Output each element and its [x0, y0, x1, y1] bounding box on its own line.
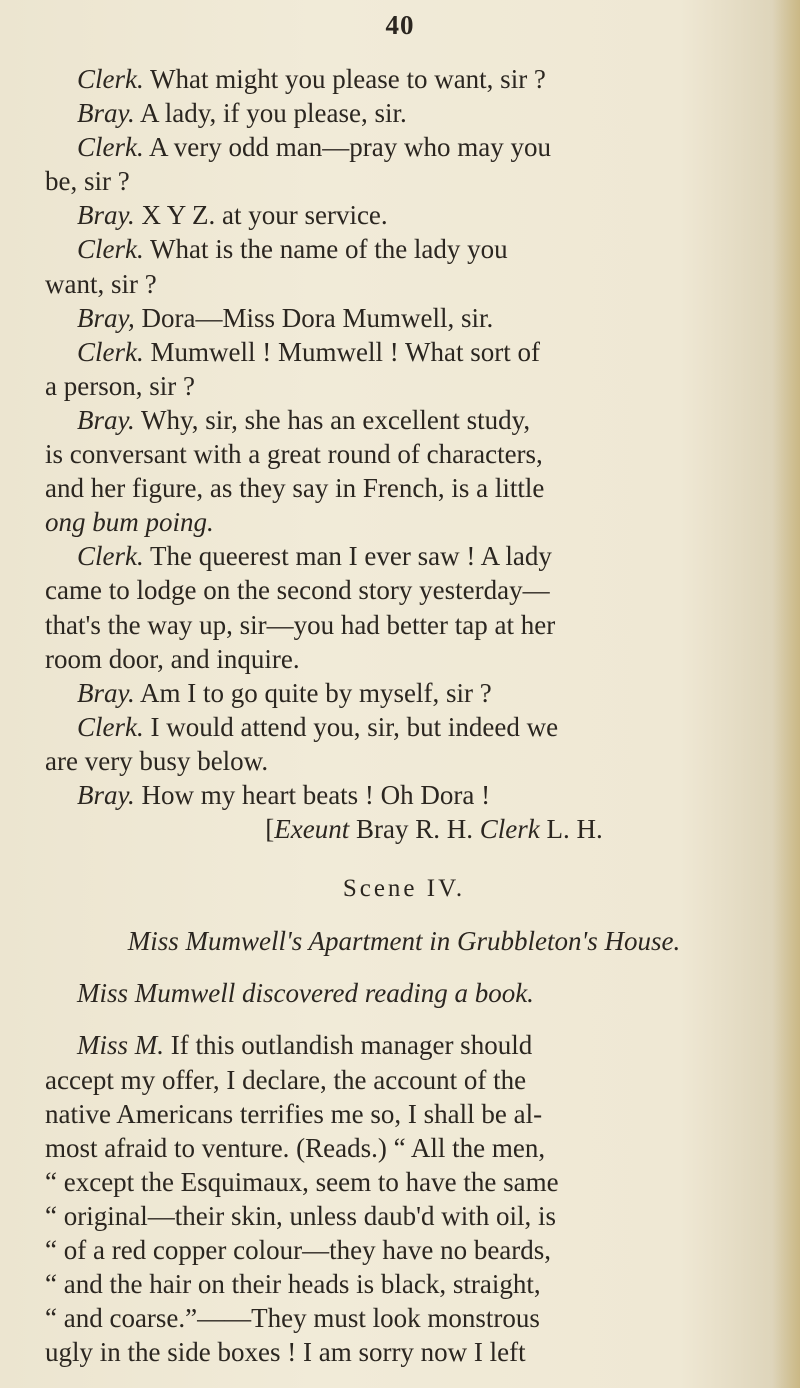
text-line: [45, 164, 763, 198]
line-text: “ and the hair on their heads is black, straight,: [45, 1269, 541, 1300]
line-text: is conversant with a great round of characters,: [45, 439, 543, 470]
page-edge-shadow: [772, 0, 800, 1388]
text-line: [45, 1301, 763, 1335]
line-text: ong bum poing.: [45, 507, 214, 538]
text-line: [45, 471, 763, 505]
line-text: X Y Z. at your service.: [141, 200, 388, 231]
text-line: [45, 1063, 763, 1097]
line-text: that's the way up, sir—you had better tap at her: [45, 609, 556, 640]
stage-direction: Miss Mumwell discovered reading a book.: [77, 978, 534, 1009]
text-line: [45, 437, 763, 471]
text-line: [45, 1165, 763, 1199]
line-text: “ of a red copper colour—they have no beards,: [45, 1235, 552, 1265]
speaker-name: Bray.: [77, 404, 135, 435]
dialogue-block: [45, 62, 763, 812]
line-text: and her figure, as they say in French, is a little: [45, 473, 545, 504]
line-text: Mumwell ! Mumwell ! What sort of: [150, 336, 540, 367]
text-line: [45, 267, 763, 301]
line-text: If this outlandish manager should: [170, 1030, 533, 1061]
text-line: [45, 676, 763, 710]
line-text: native Americans terrifies me so, I shall be al-: [45, 1098, 543, 1129]
text-line: [45, 403, 763, 437]
text-line: [45, 301, 763, 335]
line-text: “ and coarse.”——They must look monstrous: [45, 1303, 540, 1334]
text-line: [45, 1267, 763, 1301]
text-line: [45, 642, 763, 676]
text-line: [45, 539, 763, 573]
line-text: A lady, if you please, sir.: [140, 98, 407, 129]
text-line: [45, 505, 763, 539]
speaker-name: Bray,: [77, 302, 135, 333]
text-line: [45, 62, 763, 96]
line-text: be, sir ?: [45, 166, 130, 197]
text-line: [45, 1233, 763, 1267]
text-line: [45, 232, 763, 266]
line-text: What might you please to want, sir ?: [150, 64, 546, 94]
speaker-name: Clerk.: [77, 336, 144, 367]
line-text: Am I to go quite by myself, sir ?: [140, 677, 492, 708]
page-text: [45, 62, 763, 1369]
speaker-name: Bray.: [77, 677, 135, 708]
text-line: [45, 96, 763, 130]
text-line: [45, 130, 763, 164]
line-text: want, sir ?: [45, 268, 157, 299]
line-text: “ original—their skin, unless daub'd with oil, is: [45, 1200, 557, 1231]
line-text: What is the name of the lady you: [150, 234, 508, 265]
speaker-name: Bray.: [77, 200, 135, 231]
line-text: most afraid to venture. (Reads.) “ All the men,: [45, 1132, 546, 1163]
text-line: [45, 744, 763, 778]
text-line: [45, 1131, 763, 1165]
line-text: a person, sir ?: [45, 370, 195, 401]
scene-setting: Miss Mumwell's Apartment in Grubbleton's House.: [127, 926, 681, 957]
text-line: [45, 369, 763, 403]
text-line: [45, 1028, 763, 1062]
line-text: came to lodge on the second story yesterday—: [45, 575, 550, 606]
line-text: I would attend you, sir, but indeed we: [150, 711, 559, 742]
line-text: How my heart beats ! Oh Dora !: [141, 779, 491, 810]
text-line: [45, 778, 763, 812]
speaker-name: Clerk.: [77, 132, 144, 163]
speech-block: [45, 1028, 763, 1369]
text-line: [45, 198, 763, 232]
line-text: Dora—Miss Dora Mumwell, sir.: [141, 302, 494, 333]
text-line: [45, 608, 763, 642]
line-text: “ except the Esquimaux, seem to have the same: [45, 1166, 559, 1197]
line-text: are very busy below.: [45, 745, 269, 776]
line-text: ugly in the side boxes ! I am sorry now I left: [45, 1337, 526, 1368]
text-line: [45, 1199, 763, 1233]
line-text: The queerest man I ever saw ! A lady: [150, 541, 552, 572]
scene-heading: Scene IV.: [342, 875, 466, 903]
speaker-name: Clerk.: [77, 234, 144, 265]
text-line: [45, 335, 763, 369]
speaker-name: Clerk.: [77, 711, 144, 742]
text-line: [45, 573, 763, 607]
text-line: [45, 1335, 763, 1369]
text-line: [45, 710, 763, 744]
line-text: Why, sir, she has an excellent study,: [141, 404, 531, 435]
line-text: A very odd man—pray who may you: [149, 132, 551, 163]
speaker-name: Clerk.: [77, 64, 144, 94]
speaker-name: Bray.: [77, 779, 135, 810]
line-text: room door, and inquire.: [45, 643, 300, 674]
speaker-name: Clerk.: [77, 541, 144, 572]
speaker-name: Bray.: [77, 98, 135, 129]
speaker-name: Miss M.: [77, 1030, 164, 1061]
exeunt-direction: [Exeunt Bray R. H. Clerk L. H.: [265, 814, 603, 845]
line-text: accept my offer, I declare, the account of the: [45, 1064, 527, 1095]
page-number: 40: [385, 10, 415, 40]
text-line: [45, 1097, 763, 1131]
